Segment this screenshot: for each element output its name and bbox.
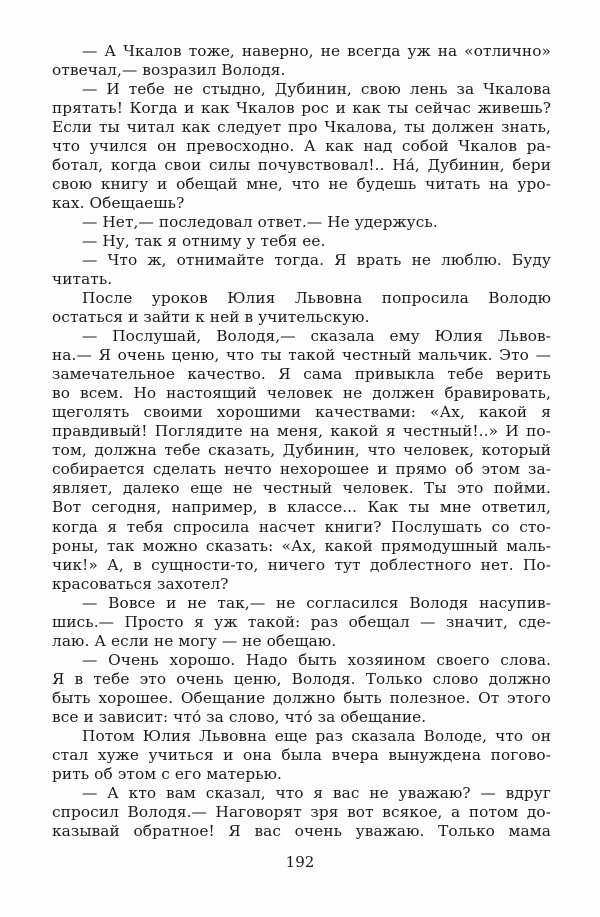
text-line: лаю. А если не могу — не обещаю. — [52, 631, 337, 650]
text-line: щеголять своими хорошими качествами: «Ах, какой я — [52, 403, 551, 422]
text-line: — Нет,— последовал ответ.— Не удержусь. — [82, 213, 438, 232]
text-line: — И тебе не стыдно, Дубинин, свою лень за Чкалова — [82, 80, 551, 99]
text-line: прятать! Когда и как Чкалов рос и как ты сейчас живешь? — [52, 99, 551, 118]
text-line: замечательное качество. Я сама привыкла тебе верить — [52, 365, 551, 384]
text-line: — А Чкалов тоже, наверно, не всегда уж на «отлично» — [82, 42, 551, 60]
text-line: Я в тебе это очень ценю, Володя. Только слово должно — [52, 669, 551, 688]
text-line: роны, так можно сказать: «Ах, какой прямодушный маль- — [52, 536, 551, 555]
page-number: 192 — [285, 853, 315, 871]
text-line: — Вовсе и не так,— не согласился Володя насупив- — [82, 593, 551, 612]
text-line: являет, далеко еще не честный человек. Ты это пойми. — [52, 479, 551, 498]
text-line: собирается сделать нечто нехорошее и прямо об этом за- — [52, 460, 551, 479]
text-line: когда я тебя спросила насчет книги? Послушать со сто- — [52, 517, 551, 536]
text-line: спросил Володя.— Наговорят зря вот всякое, а потом до- — [52, 802, 551, 821]
text-line: читать. — [52, 270, 113, 289]
text-line: быть хорошее. Обещание должно быть полезное. От этого — [52, 688, 551, 707]
text-line: Вот сегодня, например, в классе... Как ты мне ответил, — [52, 498, 551, 517]
text-line: том, должна тебе сказать, Дубинин, что человек, который — [52, 441, 551, 460]
text-line: свою книгу и обещай мне, что не будешь читать на уро- — [52, 175, 551, 194]
text-line: Если ты читал как следует про Чкалова, ты должен знать, — [52, 118, 551, 137]
text-line: шись.— Просто я уж такой: раз обещал — значит, сде- — [52, 612, 551, 631]
text-line: ботал, когда свои силы почувствовал!.. На́, Дубинин, бери — [52, 156, 551, 175]
text-line: отвечал,— возразил Володя. — [52, 61, 286, 80]
text-line: ках. Обещаешь? — [52, 194, 185, 213]
text-line: — Ну, так я отниму у тебя ее. — [82, 232, 326, 251]
text-line: — Что ж, отнимайте тогда. Я врать не люблю. Буду — [82, 251, 551, 270]
text-line: — А кто вам сказал, что я вас не уважаю? — вдруг — [82, 783, 551, 802]
text-line: красоваться захотел? — [52, 574, 229, 593]
text-line: — Послушай, Володя,— сказала ему Юлия Львов- — [82, 327, 551, 346]
text-line: Потом Юлия Львовна еще раз сказала Володе, что он — [82, 726, 551, 745]
text-line: все и зависит: что́ за слово, что́ за обещание. — [52, 707, 427, 726]
text-line: правдивый! Поглядите на меня, какой я честный!..» И по- — [52, 422, 551, 441]
text-line: остаться и зайти к ней в учительскую. — [52, 308, 370, 327]
text-line: После уроков Юлия Львовна попросила Володю — [82, 289, 551, 308]
text-line: на.— Я очень ценю, что ты такой честный мальчик. Это — — [52, 346, 551, 365]
text-line: стал хуже учиться и она была вчера вынуждена погово- — [52, 745, 551, 764]
text-line: рить об этом с его матерью. — [52, 764, 283, 783]
text-line: во всем. Но настоящий человек не должен бравировать, — [52, 384, 551, 403]
text-line: чик!» А, в сущности-то, ничего тут доблестного нет. По- — [52, 555, 551, 574]
text-line: — Очень хорошо. Надо быть хозяином своего слова. — [82, 650, 551, 669]
text-line: казывай обратное! Я вас очень уважаю. Только мама — [52, 821, 551, 840]
text-line: что учился он превосходно. А как над собой Чкалов ра- — [52, 137, 551, 156]
